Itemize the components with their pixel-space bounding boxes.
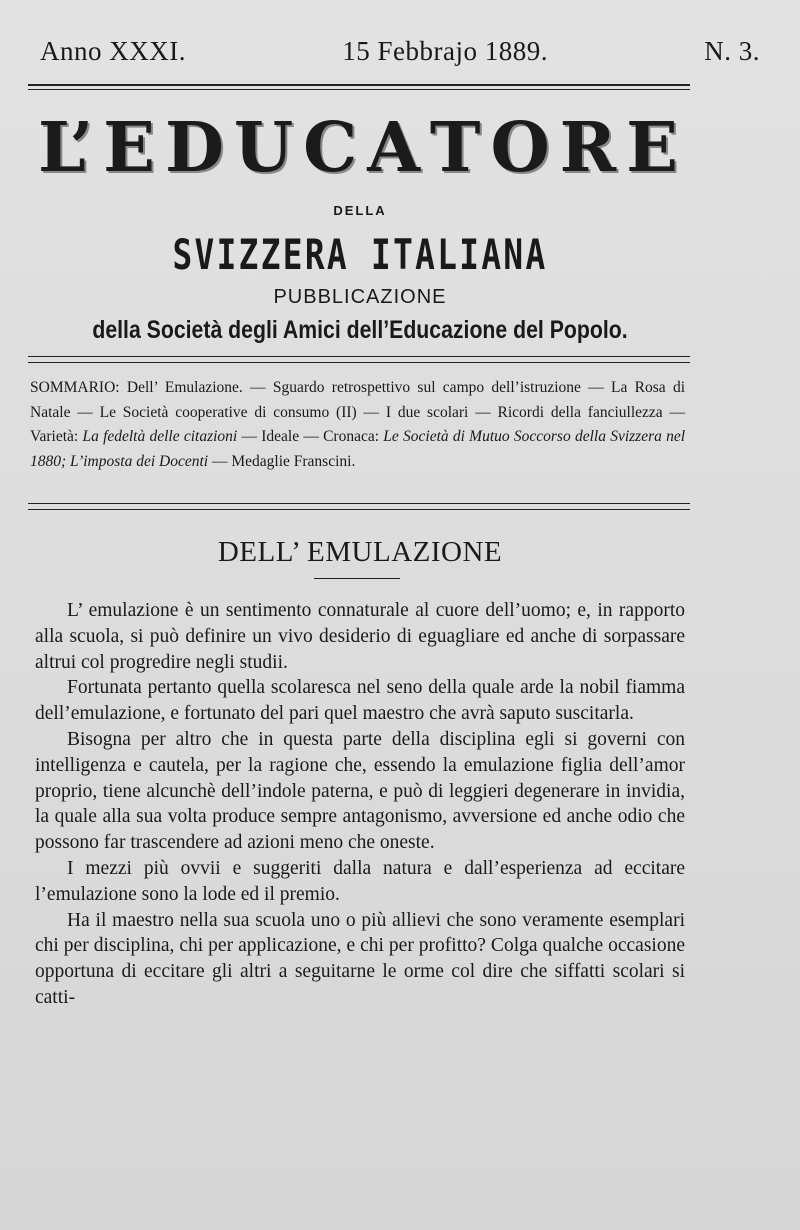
article-paragraph: L’ emulazione è un sentimento connaturale al cuore dell’uomo; e, in rapporto alla scuola, si può definire un vivo desiderio di eguagliare ed anche di sorpassare altrui col progredire negli studii.: [35, 600, 685, 673]
masthead-letter: A: [367, 108, 420, 188]
masthead-letter: T: [429, 108, 481, 188]
masthead-societa: della Società degli Amici dell’Educazione del Popolo.: [92, 316, 628, 344]
header-rule-top: [28, 84, 690, 86]
masthead-letter: E: [626, 108, 678, 188]
title-underline: [314, 578, 400, 579]
issue-header: [40, 36, 760, 67]
masthead-della: DELLA: [333, 203, 387, 218]
article-paragraph: Bisogna per altro che in questa parte della disciplina egli si governi con intelligenza e cautela, per la ragione che, essendo la emulazione figlia dell’amor proprio, tiene alcunchè dell’indole paterna, e può di leggieri degenerare in invidia, la quale alla sua volta produce sempre antagonismo, avversione ed anche odio che possono far trascendere ad azioni meno che oneste.: [35, 728, 685, 854]
sommario-text: Dell’ Emulazione. — Sguardo retrospettivo sul campo dell’istruzione — La Rosa di Natale — Le Società cooperative di consumo (II) — I due scolari — Ricordi della fanciullezza — Varietà:: [30, 379, 686, 445]
masthead-letter: L’: [38, 108, 94, 188]
article-paragraph: Ha il maestro nella sua scuola uno o più allievi che sono veramente esemplari chi per disciplina, chi per applicazione, e chi per profitto? Colga qualche occasione opportuna di eccitare gli altri a seguitarne le orme col dire che siffatti scolari si catti-: [35, 909, 685, 1008]
masthead-letter: D: [164, 108, 224, 188]
sommario-rule-bottom-1: [28, 503, 690, 504]
header-rule-bottom: [28, 89, 690, 90]
masthead-pubblicazione: PUBBLICAZIONE: [273, 286, 447, 308]
sommario-block: [30, 376, 685, 474]
issue-number: N. 3.: [704, 36, 760, 66]
article-paragraph: I mezzi più ovvii e suggeriti dalla natura e dall’esperienza ad eccitare l’emulazione sono la lode ed il premio.: [35, 857, 685, 905]
article-paragraph: Fortunata pertanto quella scolaresca nel seno della quale arde la nobil fiamma dell’emulazione, e fortunato del pari quel maestro che avrà saputo suscitarla.: [35, 677, 685, 725]
sommario-italic: Le Società di Mutuo Soccorso della Svizzera nel 1880; L’imposta dei Docenti: [30, 428, 686, 470]
sommario-text: — Medaglie Franscini.: [211, 452, 356, 470]
masthead-letter: R: [559, 108, 617, 188]
masthead-letter: U: [233, 108, 294, 188]
article-title: DELL’ EMULAZIONE: [217, 536, 503, 568]
sommario-italic: La fedeltà delle citazioni: [82, 428, 238, 445]
masthead-letter: O: [490, 108, 550, 188]
sommario-rule-top-1: [28, 356, 690, 357]
masthead-subtitle: SVIZZERA ITALIANA: [172, 230, 548, 279]
sommario-rule-top-2: [28, 362, 690, 363]
masthead-letter: C: [303, 108, 358, 188]
sommario-text: — Ideale — Cronaca:: [241, 428, 380, 445]
masthead-letter: E: [103, 108, 155, 188]
sommario-label: SOMMARIO:: [30, 379, 120, 396]
issue-year: Anno XXXI.: [40, 36, 186, 66]
article-body: [35, 598, 685, 1011]
sommario-rule-bottom-2: [28, 509, 690, 510]
issue-date: 15 Febbrajo 1889.: [342, 36, 548, 66]
masthead-title: [38, 108, 678, 188]
